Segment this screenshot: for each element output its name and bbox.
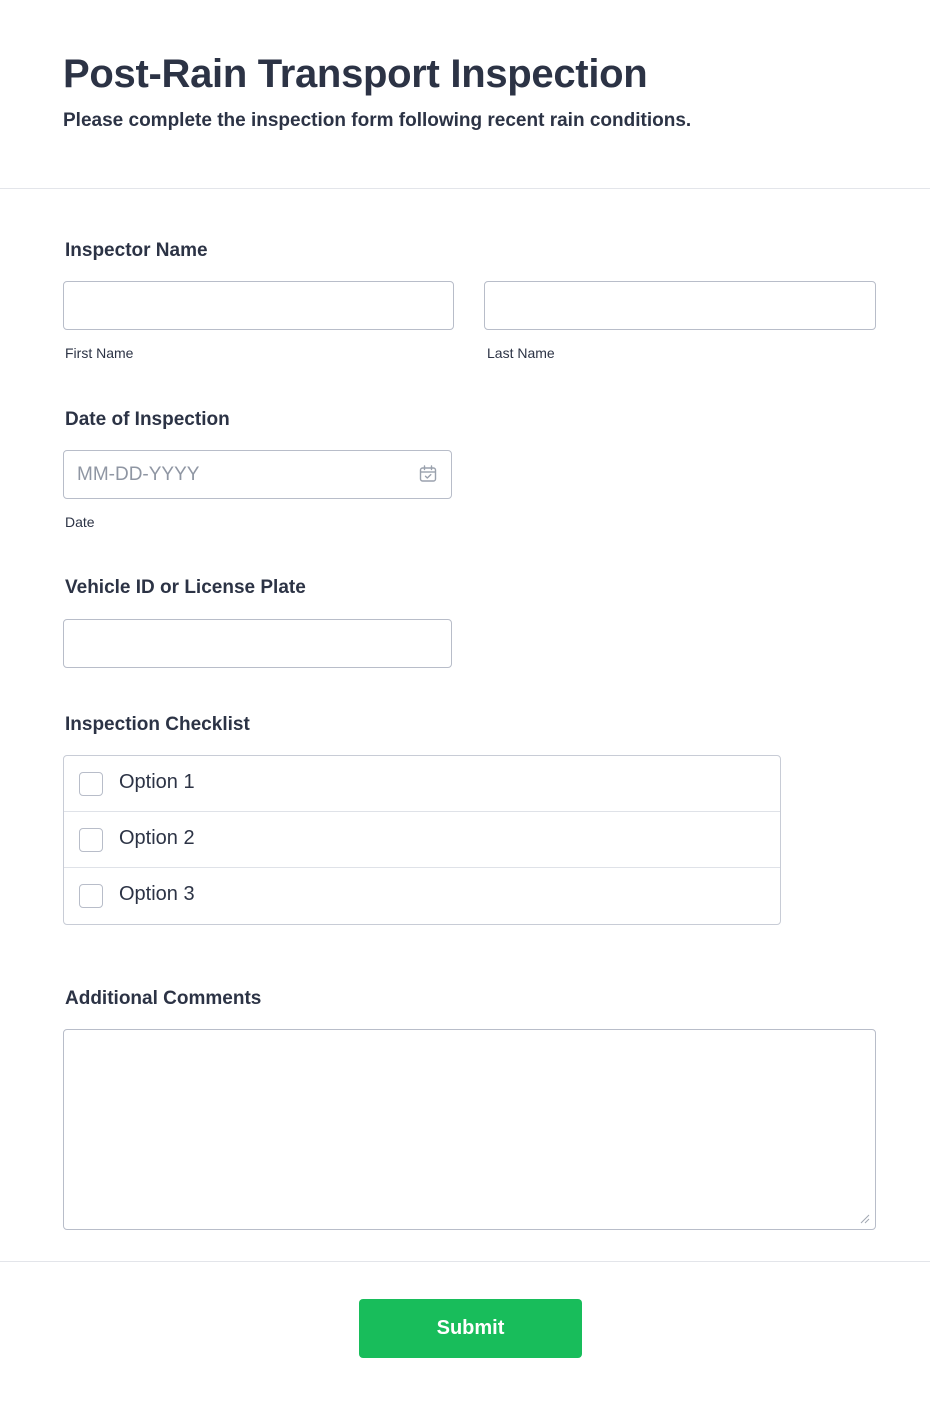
resize-handle-icon[interactable] <box>858 1212 870 1224</box>
checklist-option-label[interactable]: Option 3 <box>119 883 195 905</box>
additional-comments-textarea[interactable] <box>63 1029 876 1230</box>
inspector-name-label: Inspector Name <box>65 240 208 261</box>
page-title: Post-Rain Transport Inspection <box>63 52 648 96</box>
checkbox[interactable] <box>79 828 103 852</box>
date-sublabel: Date <box>65 514 95 530</box>
first-name-sublabel: First Name <box>65 345 134 361</box>
vehicle-id-input[interactable] <box>63 619 452 668</box>
inspection-checklist <box>63 755 781 925</box>
additional-comments-label: Additional Comments <box>65 988 262 1009</box>
date-input[interactable] <box>63 450 452 499</box>
first-name-input[interactable] <box>63 281 454 330</box>
form-header <box>0 0 930 189</box>
checkbox[interactable] <box>79 772 103 796</box>
last-name-input[interactable] <box>484 281 876 330</box>
page-subtitle: Please complete the inspection form following recent rain conditions. <box>63 110 692 131</box>
last-name-sublabel: Last Name <box>487 345 555 361</box>
checklist-option-label[interactable]: Option 1 <box>119 771 195 793</box>
checklist-option-1[interactable] <box>64 756 780 812</box>
checklist-option-label[interactable]: Option 2 <box>119 827 195 849</box>
submit-button[interactable]: Submit <box>359 1299 582 1358</box>
footer-divider <box>0 1261 930 1262</box>
checklist-option-3[interactable] <box>64 868 780 924</box>
checklist-option-2[interactable] <box>64 812 780 868</box>
vehicle-id-label: Vehicle ID or License Plate <box>65 577 306 598</box>
date-of-inspection-label: Date of Inspection <box>65 409 230 430</box>
inspection-checklist-label: Inspection Checklist <box>65 714 250 735</box>
checkbox[interactable] <box>79 884 103 908</box>
calendar-icon[interactable] <box>418 464 438 484</box>
